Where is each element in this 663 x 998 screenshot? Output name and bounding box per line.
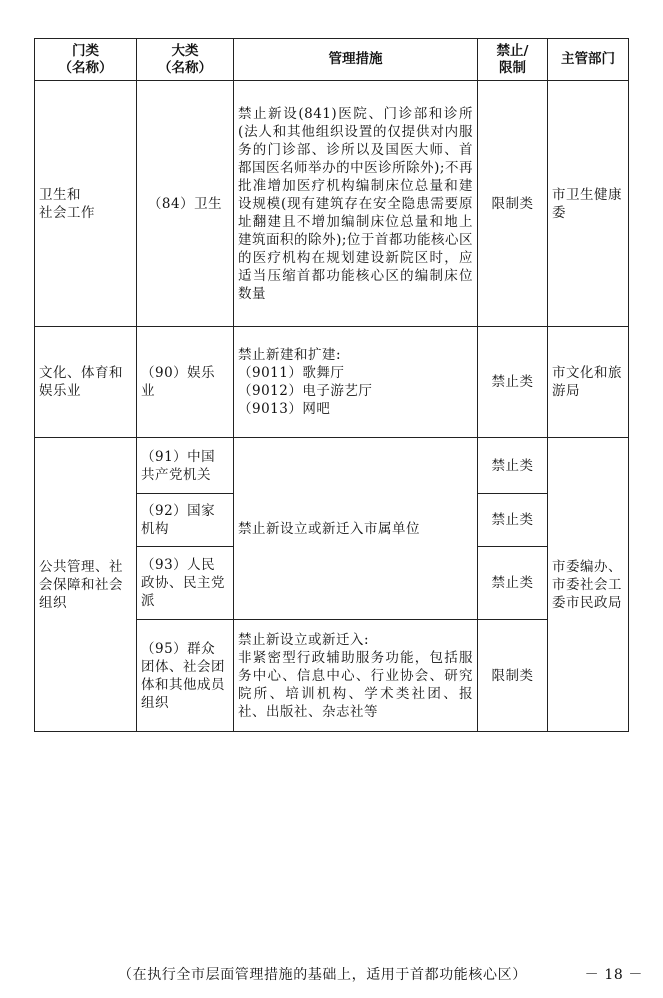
page-footer	[118, 964, 643, 984]
page-number: － 18 －	[584, 967, 643, 983]
cell-dept-public: 市委编办、市委社会工委市民政局	[548, 438, 629, 732]
cell-type-culture: 禁止类	[478, 327, 548, 438]
cell-type-93: 禁止类	[478, 547, 548, 620]
cell-major-health: （84）卫生	[137, 81, 234, 327]
list-item: （9012）电子游艺厅	[238, 383, 373, 399]
footer-note: （在执行全市层面管理措施的基础上，适用于首都功能核心区）	[118, 967, 527, 983]
header-dept: 主管部门	[548, 39, 629, 81]
cell-category-health: 卫生和 社会工作	[35, 81, 137, 327]
cell-type-92: 禁止类	[478, 494, 548, 547]
cell-major-95: （95）群众团体、社会团体和其他成员组织	[137, 620, 234, 732]
header-measures: 管理措施	[234, 39, 478, 81]
table-row-91	[35, 438, 629, 494]
header-major: 大类 （名称）	[137, 39, 234, 81]
cell-category-public: 公共管理、社会保障和社会 组织	[35, 438, 137, 732]
cell-measure-shared: 禁止新设立或新迁入市属单位	[234, 438, 478, 620]
measure-title: 禁止新建和扩建:	[238, 347, 342, 363]
cell-major-93: （93）人民政协、民主党派	[137, 547, 234, 620]
cell-measure-culture	[234, 327, 478, 438]
measure-title: 禁止新设立或新迁入:	[238, 631, 370, 648]
cell-major-92: （92）国家机构	[137, 494, 234, 547]
cell-type-95: 限制类	[478, 620, 548, 732]
list-item: （9013）网吧	[238, 401, 331, 417]
header-ban-limit: 禁止/ 限制	[478, 39, 548, 81]
cell-type-health: 限制类	[478, 81, 548, 327]
table-row-culture	[35, 327, 629, 438]
cell-measure-health: 禁止新设(841)医院、门诊部和诊所(法人和其他组织设置的仅提供对内服务的门诊部、诊所以及国医大师、首都国医名师举办的中医诊所除外);不再批准增加医疗机构编制床位总量和建设规模(现有建筑存在安全隐患需要原址翻建且不增加编制床位总量和地上建筑面积的除外);位于首都功能核心区的医疗机构在规划建设新院区时，应适当压缩首都功能核心区的编制床位数量	[234, 81, 478, 327]
cell-type-91: 禁止类	[478, 438, 548, 494]
cell-dept-health: 市卫生健康委	[548, 81, 629, 327]
measures-table	[34, 38, 629, 732]
cell-dept-culture: 市文化和旅游局	[548, 327, 629, 438]
cell-measure-95	[234, 620, 478, 732]
measure-body: 非紧密型行政辅助服务功能，包括服务中心、信息中心、行业协会、研究院所、培训机构、学术类社团、报社、出版社、杂志社等	[238, 649, 473, 720]
cell-category-culture: 文化、体育和娱乐业	[35, 327, 137, 438]
table-row-health	[35, 81, 629, 327]
header-row	[35, 39, 629, 81]
header-category: 门类 （名称）	[35, 39, 137, 81]
list-item: （9011）歌舞厅	[238, 365, 345, 381]
cell-major-91: （91）中国共产党机关	[137, 438, 234, 494]
cell-major-culture: （90）娱乐业	[137, 327, 234, 438]
